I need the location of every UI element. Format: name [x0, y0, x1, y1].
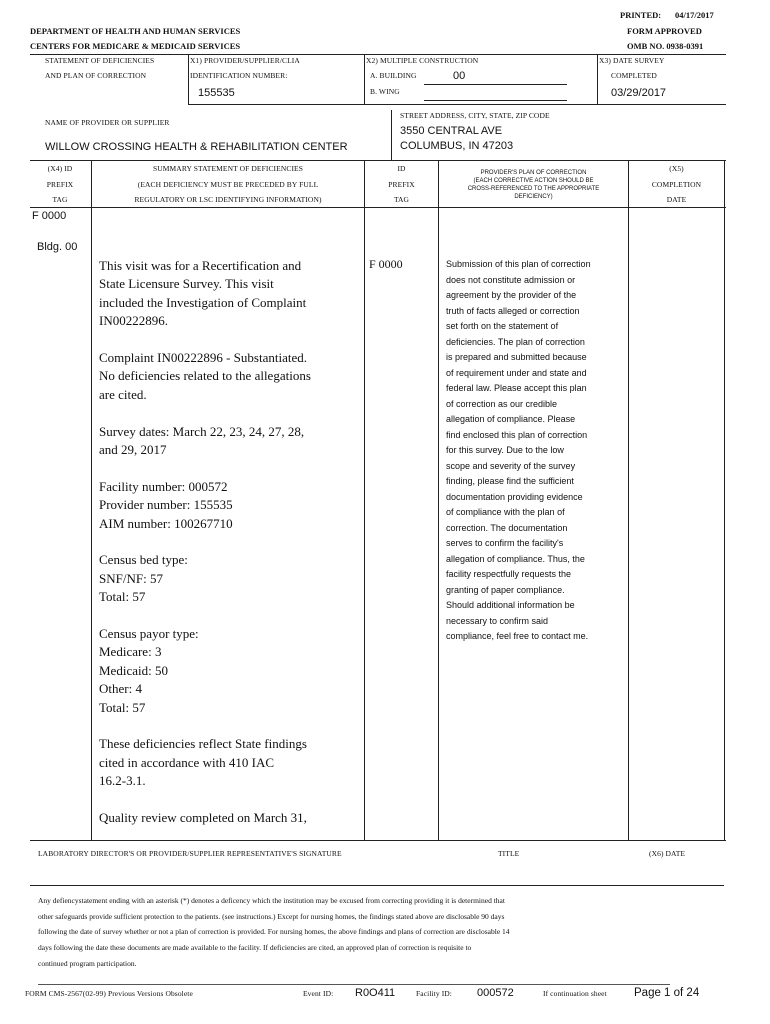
plan-line: facility respectfully requests the [446, 569, 572, 579]
box-divider-3 [597, 54, 598, 104]
x5-header-3: DATE [666, 195, 687, 204]
plan-header-2: (EACH CORRECTIVE ACTION SHOULD BE [473, 178, 594, 184]
page-number: Page 1 of 24 [634, 987, 700, 999]
x3-label-1: X3) DATE SURVEY [599, 56, 665, 65]
col-divider-right [724, 160, 725, 840]
right-tag: F 0000 [369, 257, 403, 271]
summary-header-2: (EACH DEFICIENCY MUST BE PRECEDED BY FULL [137, 180, 319, 189]
summary-paragraph: Survey dates: March 22, 23, 24, 27, 28, and 29, 2017 [99, 423, 305, 458]
plan-line: truth of facts alleged or correction [446, 305, 580, 316]
plan-line: for this survey. Due to the low [446, 445, 564, 455]
box-top-line [30, 54, 726, 55]
wing-underline [424, 100, 567, 101]
disclaimer-line: other safeguards provide sufficient protection to the patients. (see instructions.) Except for nursing homes, the findings stated above are disclosable 90 days [38, 911, 505, 921]
x3-label-2: COMPLETED [611, 71, 657, 80]
title-label: TITLE [498, 849, 520, 858]
continuation-label: If continuation sheet [543, 989, 607, 998]
printed-date: 04/17/2017 [675, 10, 714, 20]
box-bottom-line [188, 104, 726, 105]
facility-id-value: 000572 [477, 987, 514, 999]
building-tag: Bldg. 00 [37, 241, 78, 253]
plan-line: find enclosed this plan of correction [446, 429, 588, 440]
plan-header-4: DEFICIENCY) [514, 194, 553, 200]
x4-header-1: (X4) ID [47, 164, 73, 173]
disclaimer-line: continued program participation. [38, 958, 137, 968]
plan-line: of requirement under and state and [446, 367, 587, 378]
form-approved: FORM APPROVED [627, 26, 702, 36]
plan-line: federal law. Please accept this plan [446, 383, 587, 393]
x4-header-3: TAG [52, 195, 68, 204]
statement-label-2: AND PLAN OF CORRECTION [45, 71, 147, 80]
summary-paragraph: Census payor type: Medicare: 3 Medicaid: 50 Other: 4 Total: 57 [99, 626, 199, 715]
omb-number: OMB NO. 0938-0391 [627, 41, 704, 51]
provider-name-label: NAME OF PROVIDER OR SUPPLIER [45, 118, 170, 127]
plan-line: necessary to confirm said [446, 615, 549, 626]
event-id-label: Event ID: [303, 989, 334, 998]
x5-header-2: COMPLETION [651, 180, 702, 189]
wing-label: B. WING [370, 87, 400, 96]
plan-line: serves to confirm the facility's [446, 538, 564, 548]
building-value: 00 [453, 70, 466, 82]
facility-id-label: Facility ID: [416, 989, 452, 998]
plan-line: granting of paper compliance. [446, 584, 565, 595]
header-bottom-line [30, 207, 726, 208]
provider-bottom-line [30, 160, 726, 161]
x1-label-2: IDENTIFICATION NUMBER: [190, 71, 288, 80]
x4-header-2: PREFIX [46, 180, 74, 189]
summary-statement [99, 257, 361, 846]
provider-id-value: 155535 [198, 87, 235, 99]
plan-line: Should additional information be [446, 600, 575, 610]
x1-label-1: X1) PROVIDER/SUPPLIER/CLIA [190, 56, 300, 65]
x2-label: X2) MULTIPLE CONSTRUCTION [366, 56, 479, 65]
summary-paragraph: Complaint IN00222896 - Substantiated. No deficiencies related to the allegations are cited. [99, 350, 311, 402]
id-header-2: PREFIX [388, 180, 415, 189]
plan-line: scope and severity of the survey [446, 460, 576, 471]
plan-line: correction. The documentation [446, 522, 568, 533]
event-id-value: R0O411 [355, 987, 396, 999]
id-header-3: TAG [393, 195, 410, 204]
plan-line: agreement by the provider of the [446, 290, 577, 300]
plan-line: is prepared and submitted because [446, 352, 587, 362]
building-label: A. BUILDING [370, 71, 417, 80]
col-divider-2 [364, 160, 365, 840]
summary-paragraph: Facility number: 000572 Provider number: 155535 AIM number: 100267710 [99, 478, 233, 531]
col-divider-3 [438, 160, 439, 840]
address-label: STREET ADDRESS, CITY, STATE, ZIP CODE [400, 111, 550, 120]
statement-label-1: STATEMENT OF DEFICIENCIES [45, 56, 155, 65]
plan-line: Submission of this plan of correction [446, 259, 591, 269]
box-divider-2 [364, 54, 365, 104]
plan-line: deficiencies. The plan of correction [446, 336, 585, 347]
col-divider-1 [91, 160, 92, 840]
footer-rule [38, 984, 670, 985]
plan-line: of correction as our credible [446, 398, 558, 409]
summary-paragraph: Census bed type: SNF/NF: 57 Total: 57 [99, 552, 188, 605]
plan-line: documentation providing evidence [446, 491, 583, 502]
address-line-1: 3550 CENTRAL AVE [400, 125, 503, 137]
id-header-1: ID [397, 164, 406, 173]
plan-line: does not constitute admission or [446, 274, 576, 285]
plan-line: allegation of compliance. Thus, the [446, 553, 585, 564]
centers-title: CENTERS FOR MEDICARE & MEDICAID SERVICES [30, 41, 241, 51]
plan-line: of compliance with the plan of [446, 507, 565, 517]
summary-paragraph: These deficiencies reflect State findings cited in accordance with 410 IAC 16.2-3.1. [99, 736, 307, 789]
box-divider-1 [188, 54, 189, 104]
summary-paragraph: Quality review completed on March 31, [99, 810, 307, 826]
date-label: (X6) DATE [649, 849, 686, 858]
provider-name: WILLOW CROSSING HEALTH & REHABILITATION CENTER [45, 141, 348, 153]
plan-of-correction [446, 257, 626, 645]
plan-line: finding, please find the sufficient [446, 476, 574, 486]
building-underline [424, 84, 567, 85]
disclaimer [38, 893, 718, 972]
plan-header-3: CROSS-REFERENCED TO THE APPROPRIATE [467, 186, 600, 192]
signature-rule [30, 885, 724, 886]
plan-header-1: PROVIDER'S PLAN OF CORRECTION [480, 170, 587, 176]
plan-line: allegation of compliance. Please [446, 414, 576, 424]
summary-header-1: SUMMARY STATEMENT OF DEFICIENCIES [152, 164, 303, 173]
disclaimer-line: following the date of survey whether or not a plan of correction is provided. For nursing homes, the above findings and plans of correction are disclosable 14 [38, 927, 510, 937]
printed-label: PRINTED: [620, 10, 662, 20]
disclaimer-line: days following the date these documents are made available to the facility. If deficiencies are cited, an approved plan of correction is requisite to [38, 943, 472, 953]
provider-divider [391, 110, 392, 160]
summary-paragraph: This visit was for a Recertification and State Licensure Survey. This visit included the Investigation of Complaint IN00222896. [99, 258, 307, 329]
x5-header-1: (X5) [669, 164, 684, 173]
department-title: DEPARTMENT OF HEALTH AND HUMAN SERVICES [30, 26, 241, 36]
form-number: FORM CMS-2567(02-99) Previous Versions Obsolete [25, 989, 193, 998]
disclaimer-line: Any defiencystatement ending with an asterisk (*) denotes a deficency which the institution may be excused from correcting providing it is determined that [38, 896, 505, 905]
plan-line: set forth on the statement of [446, 321, 559, 331]
left-tag: F 0000 [32, 210, 67, 222]
plan-line: compliance, feel free to contact me. [446, 631, 589, 641]
signature-label: LABORATORY DIRECTOR'S OR PROVIDER/SUPPLIER REPRESENTATIVE'S SIGNATURE [38, 849, 342, 858]
summary-header-3: REGULATORY OR LSC IDENTIFYING INFORMATION) [134, 195, 322, 204]
address-line-2: COLUMBUS, IN 47203 [400, 140, 514, 152]
survey-completed-date: 03/29/2017 [611, 87, 667, 99]
col-divider-4 [628, 160, 629, 840]
